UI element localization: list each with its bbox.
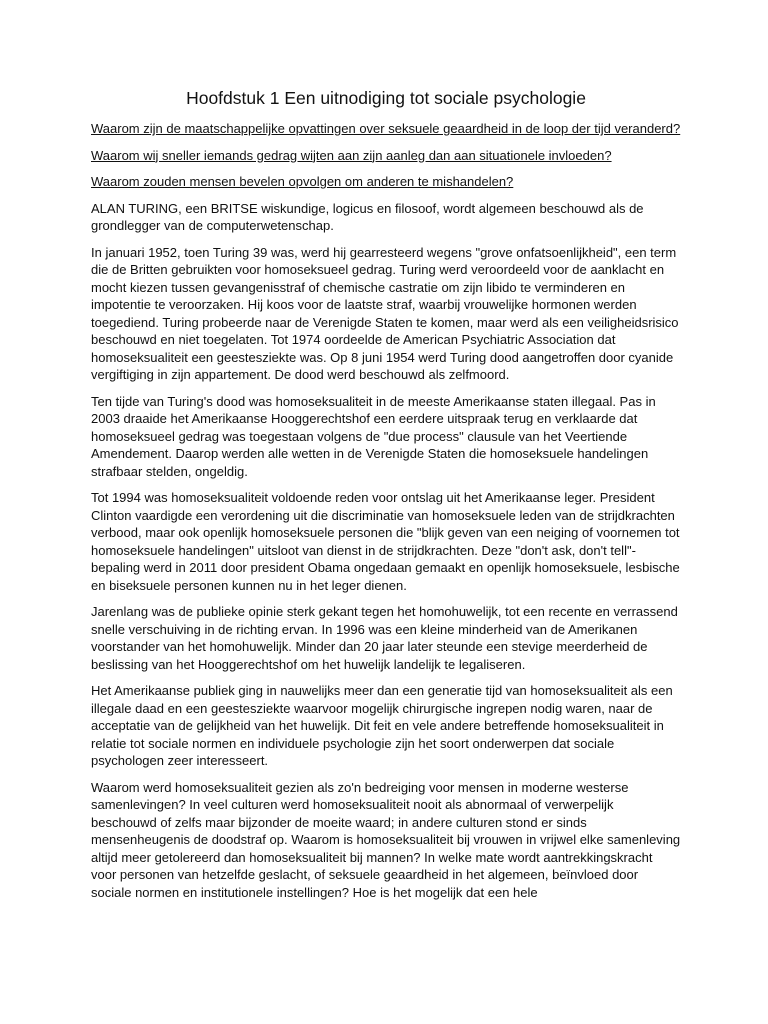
body-paragraph: Tot 1994 was homoseksualiteit voldoende reden voor ontslag uit het Amerikaanse leger. President Clinton vaardigde een verordening uit die discriminatie van homoseksuele leden van de strijdkrachten verbood, maar ook openlijk homoseksuele personen die "blijk geven van een neiging of voornemen tot homoseksuele handelingen" uitsloot van dienst in de strijdkrachten. Deze "don't ask, don't tell"-bepaling werd in 2011 door president Obama ongedaan gemaakt en openlijk homoseksuele, lesbische en biseksuele personen kunnen nu in het leger dienen. <box>91 490 680 593</box>
chapter-question: Waarom zijn de maatschappelijke opvattingen over seksuele geaardheid in de loop der tijd veranderd? <box>91 121 681 136</box>
body-paragraph: Jarenlang was de publieke opinie sterk gekant tegen het homohuwelijk, tot een recente en verrassend snelle verschuiving in de richting ervan. In 1996 was een kleine minderheid van de Amerikanen voorstander van het homohuwelijk. Minder dan 20 jaar later steunde een stevige meerderheid de beslissing van het Hooggerechtshof om het huwelijk landelijk te legaliseren. <box>91 604 678 672</box>
body-paragraph: ALAN TURING, een BRITSE wiskundige, logicus en filosoof, wordt algemeen beschouwd als de grondlegger van de computerwetenschap. <box>91 200 644 233</box>
body-paragraph: Het Amerikaanse publiek ging in nauwelijks meer dan een generatie tijd van homoseksualiteit als een illegale daad en een geestesziekte waarvoor mogelijk chirurgische ingrepen nodig waren, naar de acceptatie van de gelijkheid van het huwelijk. Dit feit en vele andere betreffende homoseksualiteit in relatie tot sociale normen en individuele psychologie zijn het soort onderwerpen dat sociale psychologen zeer interesseert. <box>91 683 673 768</box>
body-paragraph: Waarom werd homoseksualiteit gezien als zo'n bedreiging voor mensen in moderne westerse samenlevingen? In veel culturen werd homoseksualiteit nooit als abnormaal of verwerpelijk beschouwd of zelfs maar bijzonder de moeite waard; in andere culturen stond er sinds mensenheugenis de doodstraf op. Waarom is homoseksualiteit bij vrouwen in vrijwel elke samenleving altijd meer getolereerd dan homoseksualiteit bij mannen? In welke mate wordt aantrekkingskracht voor personen van hetzelfde geslacht, of seksuele geaardheid in het algemeen, beïnvloed door sociale normen en institutionele instellingen? Hoe is het mogelijk dat een hele <box>91 779 681 900</box>
body-paragraph: In januari 1952, toen Turing 39 was, werd hij gearresteerd wegens "grove onfatsoenlijkheid", een term die de Britten gebruikten voor homoseksueel gedrag. Turing werd veroordeeld voor de aanklacht en mocht kiezen tussen gevangenisstraf of chemische castratie om zijn libido te verminderen en impotentie te veroorzaken. Hij koos voor de laatste straf, waarbij vrouwelijke hormonen werden toegediend. Turing probeerde naar de Verenigde Staten te komen, maar werd als een veiligheidsrisico beschouwd en niet toegelaten. Tot 1974 oordeelde de American Psychiatric Association dat homoseksualiteit een geestesziekte was. Op 8 juni 1954 werd Turing dood aangetroffen door cyanide vergiftiging in zijn appartement. De dood werd beschouwd als zelfmoord. <box>91 244 679 382</box>
chapter-title: Hoofdstuk 1 Een uitnodiging tot sociale psychologie <box>186 88 586 108</box>
chapter-question: Waarom zouden mensen bevelen opvolgen om anderen te mishandelen? <box>91 174 514 189</box>
chapter-question: Waarom wij sneller iemands gedrag wijten aan zijn aanleg dan aan situationele invloeden? <box>91 147 612 163</box>
body-paragraph: Ten tijde van Turing's dood was homoseksualiteit in de meeste Amerikaanse staten illegaal. Pas in 2003 draaide het Amerikaanse Hooggerechtshof een eerdere uitspraak terug en verklaarde dat homoseksueel gedrag was toegestaan volgens de "due process" clausule van het Veertiende Amendement. Daarop werden alle wetten in de Verenigde Staten die homoseksuele handelingen strafbaar stelden, ongeldig. <box>91 393 656 479</box>
document-page <box>91 86 681 910</box>
